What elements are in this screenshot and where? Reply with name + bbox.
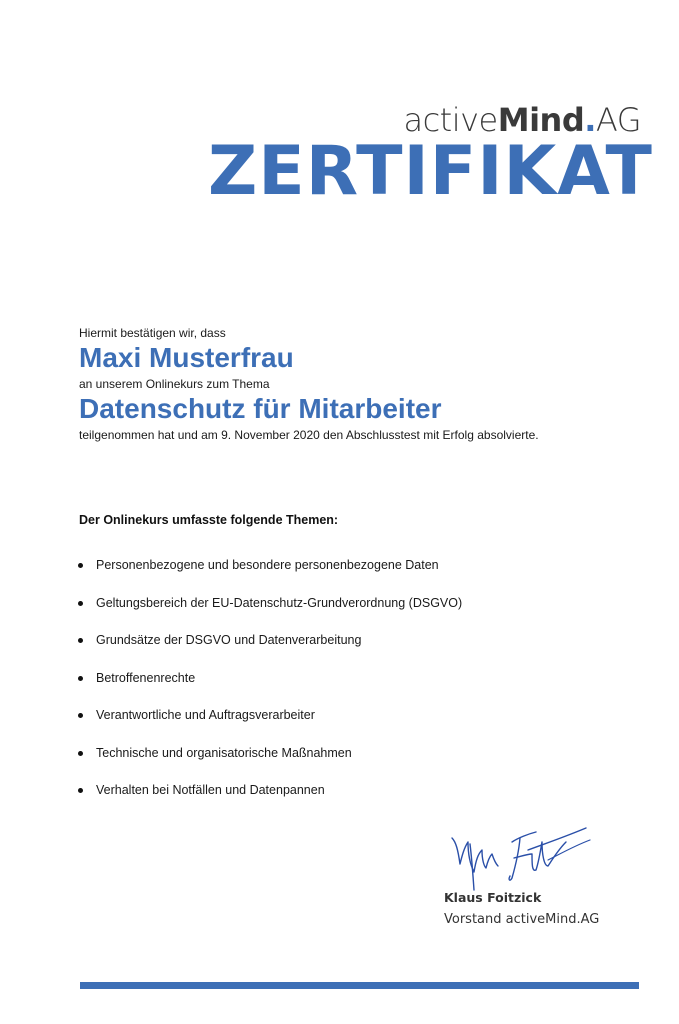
- logo-text-active: active: [403, 101, 498, 139]
- signer-name: Klaus Foitzick: [444, 890, 542, 905]
- footer-bar: [80, 982, 639, 989]
- topic-label: Technische und organisatorische Maßnahmen: [96, 745, 352, 760]
- topic-label: Betroffenenrechte: [96, 670, 196, 685]
- logo-text-ag: AG: [595, 101, 641, 139]
- bullet-icon: [78, 751, 83, 756]
- topic-label: Geltungsbereich der EU-Datenschutz-Grundverordnung (DSGVO): [96, 595, 463, 610]
- topic-label: Verantwortliche und Auftragsverarbeiter: [96, 708, 315, 722]
- list-item: [76, 669, 636, 707]
- bullet-icon: [78, 563, 83, 568]
- course-title: Datenschutz für Mitarbeiter: [79, 393, 442, 425]
- bullet-icon: [78, 601, 83, 606]
- bullet-icon: [78, 713, 83, 718]
- intro-text: Hiermit bestätigen wir, dass: [79, 326, 226, 340]
- signer-role: Vorstand activeMind.AG: [444, 912, 600, 927]
- topics-list: [76, 556, 636, 819]
- completion-text: teilgenommen hat und am 9. November 2020 den Abschlusstest mit Erfolg absolvierte.: [79, 427, 539, 442]
- bullet-icon: [78, 676, 83, 681]
- course-intro-text: an unserem Onlinekurs zum Thema: [79, 376, 270, 391]
- topics-heading: Der Onlinekurs umfasste folgende Themen:: [79, 513, 339, 527]
- topic-label: Grundsätze der DSGVO und Datenverarbeitung: [96, 633, 362, 647]
- recipient-name: Maxi Musterfrau: [79, 342, 294, 374]
- list-item: [76, 594, 636, 632]
- topic-label: Personenbezogene und besondere personenbezogene Daten: [96, 558, 439, 572]
- bullet-icon: [78, 788, 83, 793]
- list-item: [76, 556, 636, 594]
- signature-image: [440, 820, 600, 892]
- topic-label: Verhalten bei Notfällen und Datenpannen: [96, 783, 325, 797]
- certificate-title: ZERTIFIKAT: [208, 132, 653, 211]
- list-item: [76, 744, 636, 782]
- logo-text-mind: Mind: [497, 101, 585, 139]
- bullet-icon: [78, 638, 83, 643]
- certificate-body: [79, 326, 639, 442]
- list-item: [76, 706, 636, 744]
- list-item: [76, 781, 636, 819]
- list-item: [76, 631, 636, 669]
- logo-dot: .: [584, 101, 596, 139]
